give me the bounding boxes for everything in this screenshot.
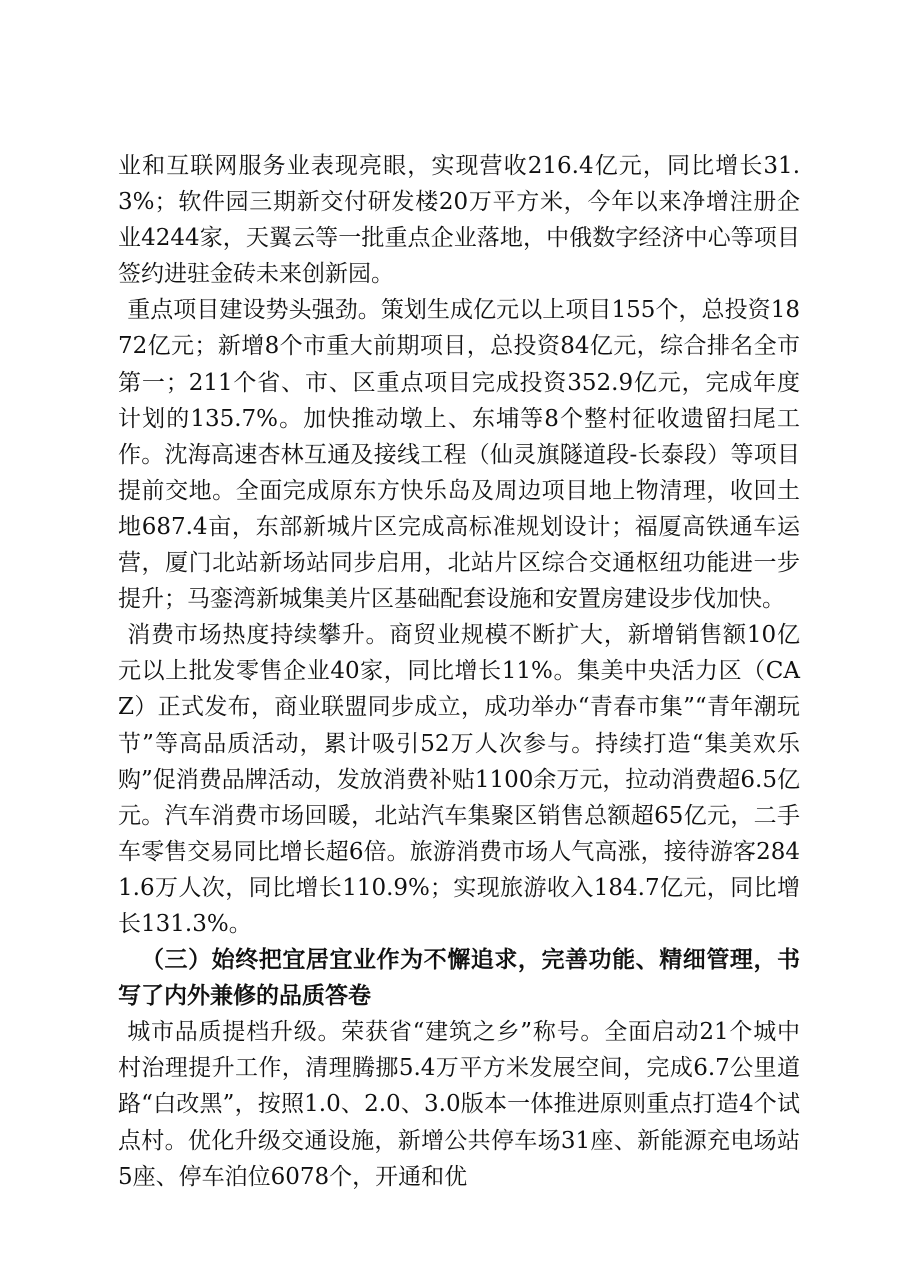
section-heading: （三）始终把宜居宜业作为不懈追求，完善功能、精细管理，书写了内外兼修的品质答卷 [118,946,800,1010]
paragraph-key-projects: 重点项目建设势头强劲。策划生成亿元以上项目155个，总投资1872亿元；新增8个市重大前期项目，总投资84亿元，综合排名全市第一；211个省、市、区重点项目完成投资352.9亿元，完成年度计划的135.7%。加快推动墩上、东埔等8个整村征收遗留扫尾工作。沈海高速杏林互通及接线工程（仙灵旗隧道段-长泰段）等项目提前交地。全面完成原东方快乐岛及周边项目地上物清理，收回土地687.4亩，东部新城片区完成高标准规划设计；福厦高铁通车运营，厦门北站新场站同步启用，北站片区综合交通枢纽功能进一步提升；马銮湾新城集美片区基础配套设施和安置房建设步伐加快。 [118,297,800,613]
paragraph-software-industry: 业和互联网服务业表现亮眼，实现营收216.4亿元，同比增长31.3%；软件园三期新交付研发楼20万平方米，今年以来净增注册企业4244家，天翼云等一批重点企业落地，中俄数字经济中心等项目签约进驻金砖未来创新园。 [118,153,800,288]
paragraph-consumer-market: 消费市场热度持续攀升。商贸业规模不断扩大，新增销售额10亿元以上批发零售企业40家，同比增长11%。集美中央活力区（CAZ）正式发布，商业联盟同步成立，成功举办“青春市集”“青年潮玩节”等高品质活动，累计吸引52万人次参与。持续打造“集美欢乐购”促消费品牌活动，发放消费补贴1100余万元，拉动消费超6.5亿元。汽车消费市场回暖，北站汽车集聚区销售总额超65亿元，二手车零售交易同比增长超6倍。旅游消费市场人气高涨，接待游客2841.6万人次，同比增长110.9%；实现旅游收入184.7亿元，同比增长131.3%。 [118,622,800,937]
document-body [118,148,800,1195]
paragraph-urban-quality: 城市品质提档升级。荣获省“建筑之乡”称号。全面启动21个城中村治理提升工作，清理腾挪5.4万平方米发展空间，完成6.7公里道路“白改黑”，按照1.0、2.0、3.0版本一体推进原则重点打造4个试点村。优化升级交通设施，新增公共停车场31座、新能源充电场站5座、停车泊位6078个，开通和优 [118,1019,800,1190]
